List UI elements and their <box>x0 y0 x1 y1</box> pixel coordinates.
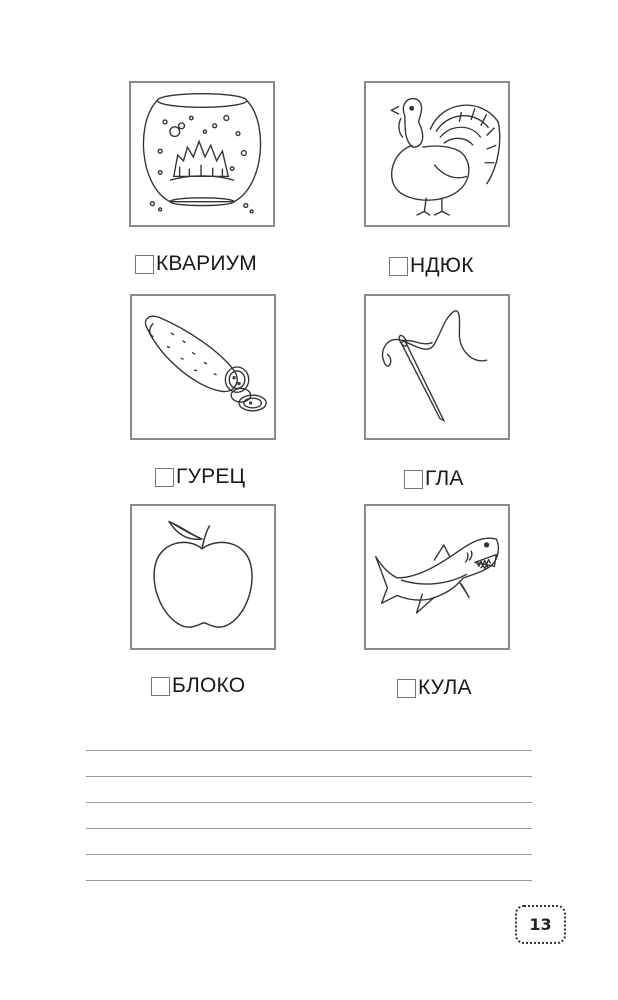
needle-thread-icon <box>366 296 508 438</box>
shark-icon <box>366 506 508 648</box>
writing-line[interactable] <box>86 802 532 803</box>
answer-checkbox[interactable] <box>155 468 174 487</box>
word-label: КУЛА <box>418 676 472 699</box>
caption-aquarium <box>135 252 257 276</box>
word-label: НДЮК <box>410 254 474 277</box>
word-label: БЛОКО <box>172 674 246 697</box>
caption-needle <box>404 467 464 491</box>
caption-shark <box>397 676 472 700</box>
needle-card <box>364 294 510 440</box>
answer-checkbox[interactable] <box>397 679 416 698</box>
turkey-card <box>364 81 510 227</box>
answer-checkbox[interactable] <box>389 257 408 276</box>
page-number: 13 <box>515 905 566 944</box>
caption-turkey <box>389 254 474 278</box>
writing-line[interactable] <box>86 776 532 777</box>
apple-card <box>130 504 276 650</box>
writing-line[interactable] <box>86 854 532 855</box>
answer-checkbox[interactable] <box>404 470 423 489</box>
writing-line[interactable] <box>86 750 532 751</box>
caption-apple <box>151 674 245 698</box>
writing-line[interactable] <box>86 880 532 881</box>
word-label: КВАРИУМ <box>156 252 257 275</box>
word-label: ГЛА <box>425 467 464 490</box>
turkey-icon <box>366 83 508 225</box>
answer-checkbox[interactable] <box>151 677 170 696</box>
cucumber-icon <box>132 296 274 438</box>
cucumber-card <box>130 294 276 440</box>
aquarium-icon <box>131 83 273 225</box>
shark-card <box>364 504 510 650</box>
writing-line[interactable] <box>86 828 532 829</box>
caption-cucumber <box>155 465 245 489</box>
apple-icon <box>132 506 274 648</box>
word-label: ГУРЕЦ <box>176 465 246 488</box>
aquarium-card <box>129 81 275 227</box>
answer-checkbox[interactable] <box>135 255 154 274</box>
